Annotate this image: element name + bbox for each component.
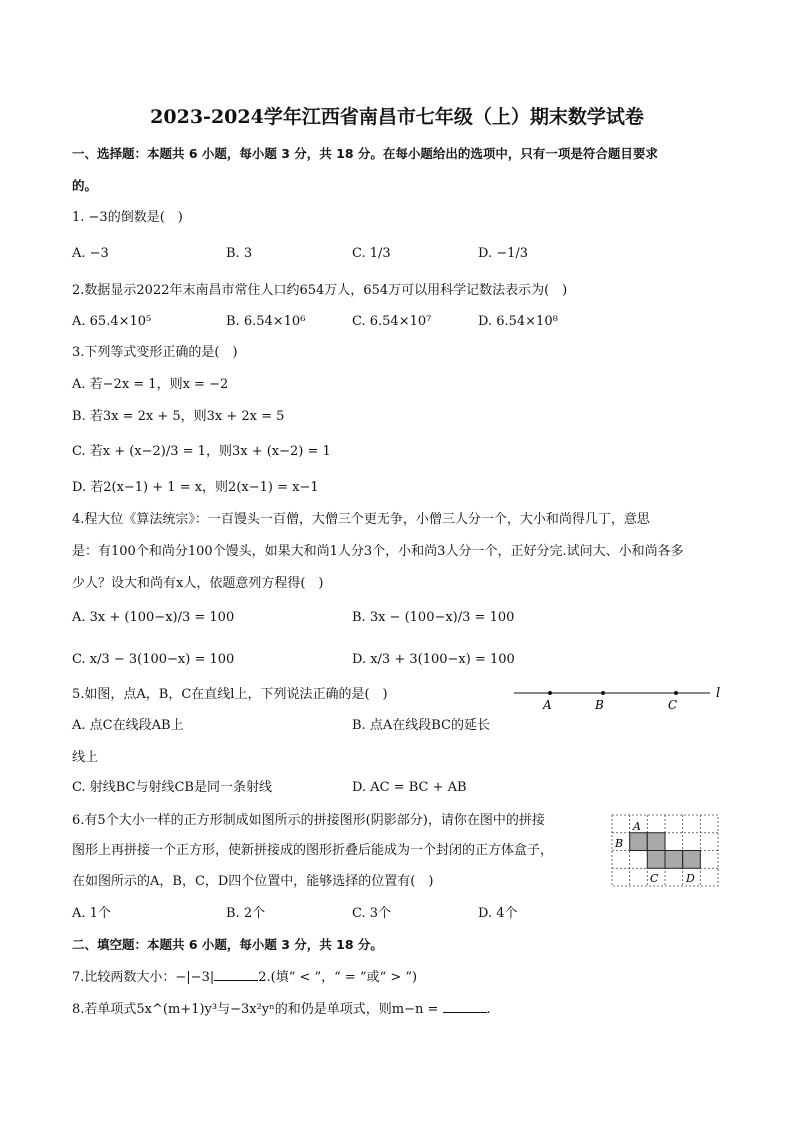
q2-option-b: B. 6.54×10⁶ bbox=[226, 314, 306, 329]
shaded-square-5 bbox=[683, 851, 701, 869]
section1-header-cont: 的。 bbox=[72, 178, 98, 193]
page-title: 2023-2024学年江西省南昌市七年级（上）期末数学试卷 bbox=[150, 106, 644, 128]
q6-stem-line3: 在如图所示的A，B，C，D四个位置中，能够选择的位置有( ) bbox=[72, 874, 434, 889]
grid-label-c: C bbox=[650, 872, 659, 885]
q5-stem: 5.如图，点A，B，C在直线l上，下列说法正确的是( ) bbox=[72, 687, 388, 702]
q2-option-c: C. 6.54×10⁷ bbox=[352, 314, 432, 329]
q4-stem-line3: 少人？设大和尚有x人，依题意列方程得( ) bbox=[72, 576, 324, 591]
q1-option-d: D. −1/3 bbox=[478, 246, 529, 261]
q4-option-a: A. 3x + (100−x)/3 = 100 bbox=[72, 610, 235, 625]
label-c: C bbox=[668, 698, 678, 712]
q6-option-d: D. 4个 bbox=[478, 906, 518, 921]
q3-option-b: B. 若3x = 2x + 5，则3x + 2x = 5 bbox=[72, 409, 285, 424]
q6-option-c: C. 3个 bbox=[352, 906, 392, 921]
label-b: B bbox=[595, 698, 604, 712]
q2-option-a: A. 65.4×10⁵ bbox=[72, 314, 152, 329]
q2-stem: 2.数据显示2022年末南昌市常住人口约654万人，654万可以用科学记数法表示为( ) bbox=[72, 283, 568, 298]
grid-label-b: B bbox=[615, 837, 624, 850]
q8-answer-blank[interactable] bbox=[443, 1000, 487, 1013]
point-a bbox=[548, 691, 552, 695]
q4-stem-line1: 4.程大位《算法统宗》：一百馒头一百僧，大僧三个更无争，小僧三人分一个，大小和尚得几丁，意思 bbox=[72, 512, 650, 527]
q6-option-a: A. 1个 bbox=[72, 906, 111, 921]
point-b bbox=[601, 691, 605, 695]
q3-option-d: D. 若2(x−1) + 1 = x，则2(x−1) = x−1 bbox=[72, 480, 319, 495]
q4-option-b: B. 3x − (100−x)/3 = 100 bbox=[352, 610, 515, 625]
q7-stem bbox=[72, 968, 417, 986]
q7-stem-pre: 7.比较两数大小：−|−3| bbox=[72, 970, 215, 985]
grid-label-d: D bbox=[686, 872, 695, 885]
q5-option-a: A. 点C在线段AB上 bbox=[72, 718, 184, 733]
q5-option-b-cont: 线上 bbox=[72, 750, 99, 765]
q6-grid-figure bbox=[611, 814, 721, 888]
q1-option-a: A. −3 bbox=[72, 246, 109, 261]
shaded-square-1 bbox=[630, 833, 648, 851]
q1-option-b: B. 3 bbox=[226, 246, 253, 261]
q1-stem: 1. −3的倒数是( ) bbox=[72, 210, 183, 225]
q1-option-c: C. 1/3 bbox=[352, 246, 391, 261]
label-a: A bbox=[543, 698, 552, 712]
q5-line-figure bbox=[510, 680, 730, 712]
q6-stem-line1: 6.有5个大小一样的正方形制成如图所示的拼接图形(阴影部分)，请你在图中的拼接 bbox=[72, 813, 545, 828]
q6-option-b: B. 2个 bbox=[226, 906, 266, 921]
q3-option-c: C. 若x + (x−2)/3 = 1，则3x + (x−2) = 1 bbox=[72, 444, 331, 459]
q4-stem-line2: 是：有100个和尚分100个馒头，如果大和尚1人分3个，小和尚3人分一个，正好分完.试问大、小和尚各多 bbox=[72, 544, 684, 559]
q4-option-c: C. x/3 − 3(100−x) = 100 bbox=[72, 652, 235, 667]
q5-option-d: D. AC = BC + AB bbox=[352, 780, 467, 795]
section2-header: 二、填空题：本题共 6 小题，每小题 3 分，共 18 分。 bbox=[72, 937, 383, 952]
section1-header: 一、选择题：本题共 6 小题，每小题 3 分，共 18 分。在每小题给出的选项中，只有一项是符合题目要求 bbox=[72, 146, 658, 161]
q7-stem-post: 2.(填“ < ”，“ = ”或“ > ”) bbox=[258, 970, 418, 985]
q4-option-d: D. x/3 + 3(100−x) = 100 bbox=[352, 652, 515, 667]
q7-answer-blank[interactable] bbox=[214, 968, 258, 981]
q8-stem-post: . bbox=[486, 1002, 491, 1017]
shaded-square-4 bbox=[665, 851, 683, 869]
label-l: l bbox=[716, 686, 721, 701]
q8-stem bbox=[72, 1000, 491, 1018]
shaded-square-3 bbox=[647, 851, 665, 869]
grid-label-a: A bbox=[633, 820, 641, 833]
q5-option-c: C. 射线BC与射线CB是同一条射线 bbox=[72, 780, 272, 795]
point-c bbox=[674, 691, 678, 695]
q5-option-b: B. 点A在线段BC的延长 bbox=[352, 718, 490, 733]
q8-stem-pre: 8.若单项式5x^(m+1)y³与−3x²yⁿ的和仍是单项式，则m−n = bbox=[72, 1002, 439, 1017]
q2-option-d: D. 6.54×10⁸ bbox=[478, 314, 558, 329]
q3-option-a: A. 若−2x = 1，则x = −2 bbox=[72, 377, 229, 392]
q6-stem-line2: 图形上再拼接一个正方形，使新拼接成的图形折叠后能成为一个封闭的正方体盒子， bbox=[72, 843, 554, 858]
q3-stem: 3.下列等式变形正确的是( ) bbox=[72, 345, 238, 360]
shaded-square-2 bbox=[647, 833, 665, 851]
